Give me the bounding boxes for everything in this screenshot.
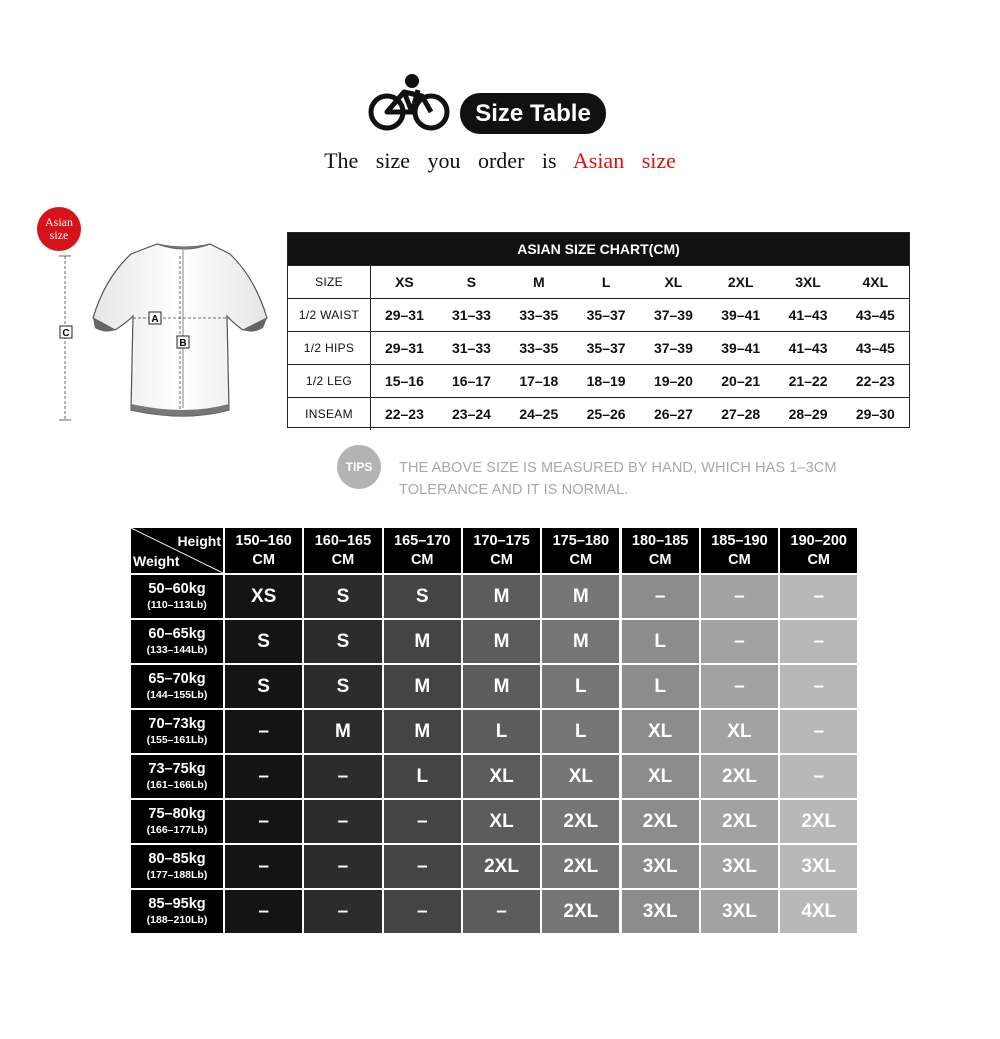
size-cell: XL (463, 800, 540, 843)
size-cell: – (384, 890, 461, 933)
weight-lb: (133–144Lb) (146, 643, 208, 656)
weight-lb: (177–188Lb) (146, 868, 208, 881)
size-cell: 3XL (701, 890, 778, 933)
weight-row-label (131, 890, 223, 933)
table-cell: 24–25 (505, 398, 572, 431)
size-cell: 2XL (542, 845, 619, 888)
height-unit: CM (331, 551, 355, 568)
row-label: 1/2 LEG (288, 365, 371, 398)
table-cell: 37–39 (640, 332, 707, 365)
size-table-label: Size Table (460, 93, 606, 134)
size-cell: – (701, 620, 778, 663)
size-cell: – (225, 800, 302, 843)
weight-lb: (110–113Lb) (147, 598, 207, 611)
size-cell: L (542, 665, 619, 708)
asian-chart-title: ASIAN SIZE CHART(CM) (288, 233, 909, 265)
table-cell: 25–26 (572, 398, 639, 431)
table-cell: 43–45 (842, 332, 909, 365)
corner-weight-label: Weight (133, 553, 180, 569)
size-column-1: XS (371, 266, 438, 299)
tips-line-1: THE ABOVE SIZE IS MEASURED BY HAND, WHICH HAS 1–3CM (399, 460, 837, 476)
asian-size-chart (287, 232, 910, 428)
size-cell: – (622, 575, 699, 618)
size-cell: M (304, 710, 381, 753)
height-unit: CM (490, 551, 513, 568)
size-column-6: 2XL (707, 266, 774, 299)
size-cell: XL (542, 755, 619, 798)
size-cell: – (304, 800, 381, 843)
size-cell: 2XL (542, 800, 619, 843)
tips-badge: TIPS (337, 445, 381, 489)
weight-row-label (131, 845, 223, 888)
size-table-logo (368, 72, 614, 134)
size-cell: – (780, 755, 857, 798)
table-cell: 33–35 (505, 299, 572, 332)
size-cell: S (304, 665, 381, 708)
subtitle-prefix: The size you order is (324, 148, 557, 173)
height-range: 185–190 (711, 532, 768, 549)
height-unit: CM (252, 551, 275, 568)
table-cell: 31–33 (438, 332, 505, 365)
row-label: 1/2 WAIST (288, 299, 371, 332)
size-cell: S (304, 575, 381, 618)
weight-lb: (161–166Lb) (146, 778, 208, 791)
size-column-2: S (438, 266, 505, 299)
height-column-header (542, 528, 619, 573)
size-cell: M (384, 620, 461, 663)
size-cell: 3XL (622, 890, 699, 933)
table-cell: 21–22 (774, 365, 841, 398)
size-cell: 2XL (542, 890, 619, 933)
size-column-4: L (572, 266, 639, 299)
weight-row-label (131, 710, 223, 753)
table-cell: 16–17 (438, 365, 505, 398)
table-cell: 41–43 (774, 332, 841, 365)
size-column-3: M (505, 266, 572, 299)
table-cell: 20–21 (707, 365, 774, 398)
size-cell: S (384, 575, 461, 618)
table-cell: 22–23 (842, 365, 909, 398)
weight-row-label (131, 800, 223, 843)
size-cell: M (384, 665, 461, 708)
weight-kg: 65–70kg (148, 670, 206, 687)
table-cell: 37–39 (640, 299, 707, 332)
table-cell: 33–35 (505, 332, 572, 365)
size-cell: XS (225, 575, 302, 618)
jersey-diagram (55, 238, 285, 428)
table-cell: 19–20 (640, 365, 707, 398)
table-cell: 39–41 (707, 332, 774, 365)
size-cell: S (225, 665, 302, 708)
size-cell: – (780, 575, 857, 618)
weight-lb: (166–177Lb) (146, 823, 208, 836)
jersey-label-c: C (62, 328, 70, 339)
size-cell: 4XL (780, 890, 857, 933)
height-unit: CM (410, 551, 434, 568)
size-cell: XL (622, 755, 699, 798)
weight-lb: (155–161Lb) (146, 733, 208, 746)
weight-kg: 50–60kg (148, 580, 206, 597)
size-cell: – (463, 890, 540, 933)
table-cell: 29–31 (371, 299, 438, 332)
height-column-header (384, 528, 461, 573)
size-cell: 2XL (463, 845, 540, 888)
grid-corner (131, 528, 223, 573)
size-cell: 3XL (701, 845, 778, 888)
size-cell: XL (463, 755, 540, 798)
size-cell: – (304, 755, 381, 798)
size-cell: – (780, 665, 857, 708)
table-row (288, 365, 909, 398)
asian-chart-header-row (288, 266, 909, 299)
table-cell: 28–29 (774, 398, 841, 431)
size-cell: 2XL (701, 755, 778, 798)
height-range: 165–170 (394, 532, 451, 549)
height-range: 170–175 (473, 532, 530, 549)
size-cell: 2XL (701, 800, 778, 843)
weight-row-label (131, 620, 223, 663)
size-cell: – (225, 755, 302, 798)
height-range: 150–160 (235, 532, 292, 549)
table-cell: 17–18 (505, 365, 572, 398)
size-cell: L (542, 710, 619, 753)
weight-kg: 73–75kg (148, 760, 206, 777)
height-unit: CM (648, 551, 672, 568)
size-cell: – (304, 890, 381, 933)
table-cell: 22–23 (371, 398, 438, 431)
size-cell: – (225, 890, 302, 933)
jersey-label-a: A (151, 314, 159, 325)
height-column-header (225, 528, 302, 573)
asian-chart-table (288, 265, 909, 430)
table-cell: 43–45 (842, 299, 909, 332)
weight-lb: (144–155Lb) (146, 688, 208, 701)
weight-kg: 70–73kg (148, 715, 206, 732)
size-cell: L (622, 620, 699, 663)
subtitle-highlight: Asian size (572, 148, 676, 173)
asian-badge-line2: size (49, 228, 69, 242)
row-label: INSEAM (288, 398, 371, 431)
table-cell: 23–24 (438, 398, 505, 431)
row-label: 1/2 HIPS (288, 332, 371, 365)
size-cell: 2XL (622, 800, 699, 843)
table-row (288, 299, 909, 332)
page-subtitle (0, 148, 1000, 174)
size-cell: – (384, 800, 461, 843)
size-cell: M (463, 575, 540, 618)
size-cell: 3XL (622, 845, 699, 888)
table-cell: 35–37 (572, 332, 639, 365)
size-cell: 2XL (780, 800, 857, 843)
weight-kg: 60–65kg (148, 625, 206, 642)
size-cell: – (780, 620, 857, 663)
height-range: 180–185 (631, 532, 689, 549)
weight-lb: (188–210Lb) (146, 913, 208, 926)
table-cell: 15–16 (371, 365, 438, 398)
height-column-header (701, 528, 778, 573)
height-column-header (622, 528, 699, 573)
table-cell: 27–28 (707, 398, 774, 431)
weight-row-label (131, 755, 223, 798)
jersey-label-b: B (179, 338, 187, 349)
table-cell: 29–30 (842, 398, 909, 431)
size-cell: – (701, 575, 778, 618)
asian-badge-line1: Asian (45, 215, 73, 229)
table-row (288, 332, 909, 365)
cyclist-icon (368, 72, 468, 134)
weight-kg: 85–95kg (148, 895, 206, 912)
size-cell: 3XL (780, 845, 857, 888)
size-cell: – (304, 845, 381, 888)
size-column-8: 4XL (842, 266, 909, 299)
table-cell: 35–37 (572, 299, 639, 332)
size-cell: L (622, 665, 699, 708)
size-cell: – (225, 710, 302, 753)
weight-kg: 80–85kg (148, 850, 206, 867)
height-range: 175–180 (552, 532, 610, 549)
size-cell: XL (701, 710, 778, 753)
size-cell: – (225, 845, 302, 888)
weight-kg: 75–80kg (148, 805, 206, 822)
height-unit: CM (569, 551, 593, 568)
corner-height-label: Height (177, 533, 221, 549)
size-cell: XL (622, 710, 699, 753)
height-column-header (780, 528, 857, 573)
size-cell: M (463, 665, 540, 708)
table-cell: 31–33 (438, 299, 505, 332)
size-cell: – (384, 845, 461, 888)
size-column-7: 3XL (774, 266, 841, 299)
table-cell: 39–41 (707, 299, 774, 332)
table-cell: 41–43 (774, 299, 841, 332)
size-column-5: XL (640, 266, 707, 299)
table-row (288, 398, 909, 431)
size-column-header: SIZE (288, 266, 371, 299)
size-cell: – (780, 710, 857, 753)
tips-text (399, 457, 919, 501)
size-cell: – (701, 665, 778, 708)
table-cell: 26–27 (640, 398, 707, 431)
tips-line-2: TOLERANCE AND IT IS NORMAL. (399, 482, 629, 498)
height-range: 160–165 (314, 532, 372, 549)
size-cell: S (304, 620, 381, 663)
size-cell: M (463, 620, 540, 663)
weight-row-label (131, 575, 223, 618)
table-cell: 29–31 (371, 332, 438, 365)
weight-row-label (131, 665, 223, 708)
size-cell: M (542, 575, 619, 618)
height-unit: CM (728, 551, 751, 568)
size-cell: M (542, 620, 619, 663)
height-unit: CM (807, 551, 831, 568)
height-column-header (463, 528, 540, 573)
size-cell: S (225, 620, 302, 663)
size-cell: L (384, 755, 461, 798)
table-cell: 18–19 (572, 365, 639, 398)
size-cell: M (384, 710, 461, 753)
size-cell: L (463, 710, 540, 753)
height-range: 190–200 (790, 532, 847, 549)
height-column-header (304, 528, 381, 573)
